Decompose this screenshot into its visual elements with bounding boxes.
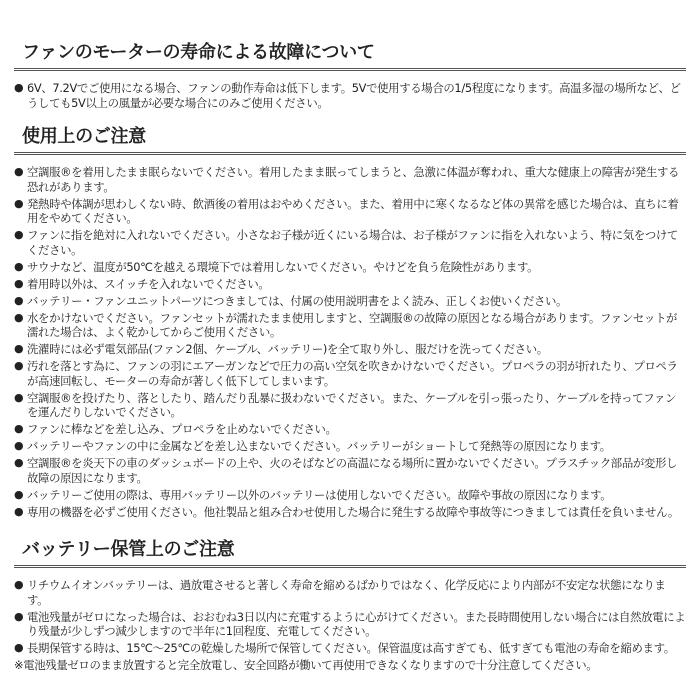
item-text: 発熱時や体調が思わしくない時、飲酒後の着用はおやめください。また、着用中に寒くなるなど体の異常を感じた場合は、直ちに着用をやめてください。	[27, 196, 679, 225]
section-title: ファンのモーターの寿命による故障について	[14, 38, 686, 71]
item-text: 着用時以外は、スイッチを入れないでください。	[27, 276, 270, 291]
section-fan-motor-lifespan	[14, 38, 686, 113]
list-item	[14, 422, 686, 437]
list-item	[14, 641, 686, 656]
list-item	[14, 196, 686, 226]
bullet-icon: ●	[14, 259, 24, 273]
item-text: 汚れを落とす為に、ファンの羽にエアーガンなどで圧力の高い空気を吹きかけないでください。プロペラの羽が折れたり、プロペラが高速回転し、モーターの寿命が著しく低下してしまいます。	[27, 359, 678, 388]
item-text: バッテリーご使用の際は、専用バッテリー以外のバッテリーは使用しないでください。故障や事故の原因になります。	[27, 487, 612, 502]
item-text: 長期保管する時は、15℃〜25℃の乾燥した場所で保管してください。保管温度は高すぎても、低すぎても電池の寿命を縮めます。	[27, 641, 675, 655]
bullet-icon: ●	[14, 641, 24, 654]
list-item	[14, 359, 686, 388]
item-text: 空調服®を炎天下の車のダッシュボードの上や、火のそばなどの高温になる場所に置かないでください。プラスチック部品が変形し故障の原因になります。	[27, 456, 678, 485]
list-item	[14, 578, 686, 607]
item-text: バッテリーやファンの中に金属などを差し込まないでください。バッテリーがショートして発熱等の原因になります。	[27, 439, 611, 453]
item-text: 空調服®を投げたり、落としたり、踏んだり乱暴に扱わないでください。また、ケーブルを引っ張ったり、ケーブルを持ってファンを運んだりしないでください。	[27, 390, 677, 419]
list-item	[14, 456, 686, 485]
bullet-icon: ●	[14, 228, 24, 241]
list-item	[14, 439, 686, 454]
item-text: 水をかけないでください。ファンセットが濡れたまま使用しますと、空調服®の故障の原因となる場合があります。ファンセットが濡れた場合は、よく乾かしてからご使用ください。	[27, 310, 678, 339]
bullet-icon: ●	[14, 390, 24, 404]
section-battery-storage-precautions	[14, 535, 686, 673]
bullet-icon: ●	[14, 165, 24, 178]
bullet-icon: ●	[14, 456, 24, 469]
list-item	[14, 293, 686, 309]
list-item	[14, 81, 686, 110]
bullet-icon: ●	[14, 196, 24, 210]
bullet-icon: ●	[14, 359, 24, 372]
bullet-icon: ●	[14, 422, 24, 435]
list-item	[14, 342, 686, 357]
section-usage-precautions	[14, 122, 686, 522]
bullet-icon: ●	[14, 609, 24, 623]
bullet-icon: ●	[14, 439, 24, 452]
item-text: 6V、7.2Vでご使用になる場合、ファンの動作寿命は低下します。5Vで使用する場合の1/5程度になります。高温多湿の場所など、どうしても5V以上の風量が必要な場合にのみご使用ください。	[27, 81, 681, 110]
list-item	[14, 504, 686, 520]
list-item	[14, 310, 686, 340]
bullet-icon: ●	[14, 578, 24, 591]
list-item	[14, 228, 686, 257]
section-title: 使用上のご注意	[14, 122, 686, 155]
item-text: バッテリー・ファンユニットパーツにつきましては、付属の使用説明書をよく読み、正しくお使いください。	[27, 293, 568, 308]
list-item	[14, 487, 686, 503]
bullet-icon: ●	[14, 487, 24, 501]
list-item	[14, 390, 686, 420]
list-item	[14, 276, 686, 292]
item-list	[14, 165, 686, 519]
item-list	[14, 81, 686, 110]
list-item	[14, 165, 686, 194]
bullet-icon: ●	[14, 81, 24, 94]
bullet-icon: ●	[14, 276, 24, 290]
item-text: 電池残量がゼロになった場合は、おおむね3日以内に充電するように心がけてください。また長時間使用しない場合には自然放電により残量が少しずつ減少しますので半年に1回程度、充電してください。	[27, 609, 686, 638]
section-title: バッテリー保管上のご注意	[14, 535, 686, 568]
list-item	[14, 609, 686, 639]
item-list	[14, 578, 686, 656]
item-text: リチウムイオンバッテリーは、過放電させると著しく寿命を縮めるばかりではなく、化学反応により内部が不安定な状態になります。	[27, 578, 666, 607]
storage-note: ※電池残量ゼロのまま放置すると完全放電し、安全回路が働いて再使用できなくなりますので十分注意してください。	[14, 658, 598, 672]
item-text: ファンに指を絶対に入れないでください。小さなお子様が近くにいる場合は、お子様がファンに指を入れないよう、特に気をつけてください。	[27, 228, 678, 257]
bullet-icon: ●	[14, 342, 24, 355]
item-text: 洗濯時には必ず電気部品(ファン2個、ケーブル、バッテリー)を全て取り外し、服だけを洗ってください。	[27, 342, 548, 356]
item-text: ファンに棒などを差し込み、プロペラを止めないでください。	[27, 422, 337, 436]
list-item	[14, 259, 686, 275]
item-text: 空調服®を着用したまま眠らないでください。着用したまま眠ってしまうと、急激に体温が奪われ、重大な健康上の障害が発生する恐れがあります。	[27, 165, 680, 194]
bullet-icon: ●	[14, 293, 24, 307]
item-text: サウナなど、温度が50℃を越える環境下では着用しないでください。やけどを負う危険性があります。	[27, 259, 539, 274]
bullet-icon: ●	[14, 504, 24, 518]
item-text: 専用の機器を必ずご使用ください。他社製品と組み合わせ使用した場合に発生する故障や事故等につきましては責任を負いません。	[27, 504, 679, 519]
bullet-icon: ●	[14, 310, 24, 324]
